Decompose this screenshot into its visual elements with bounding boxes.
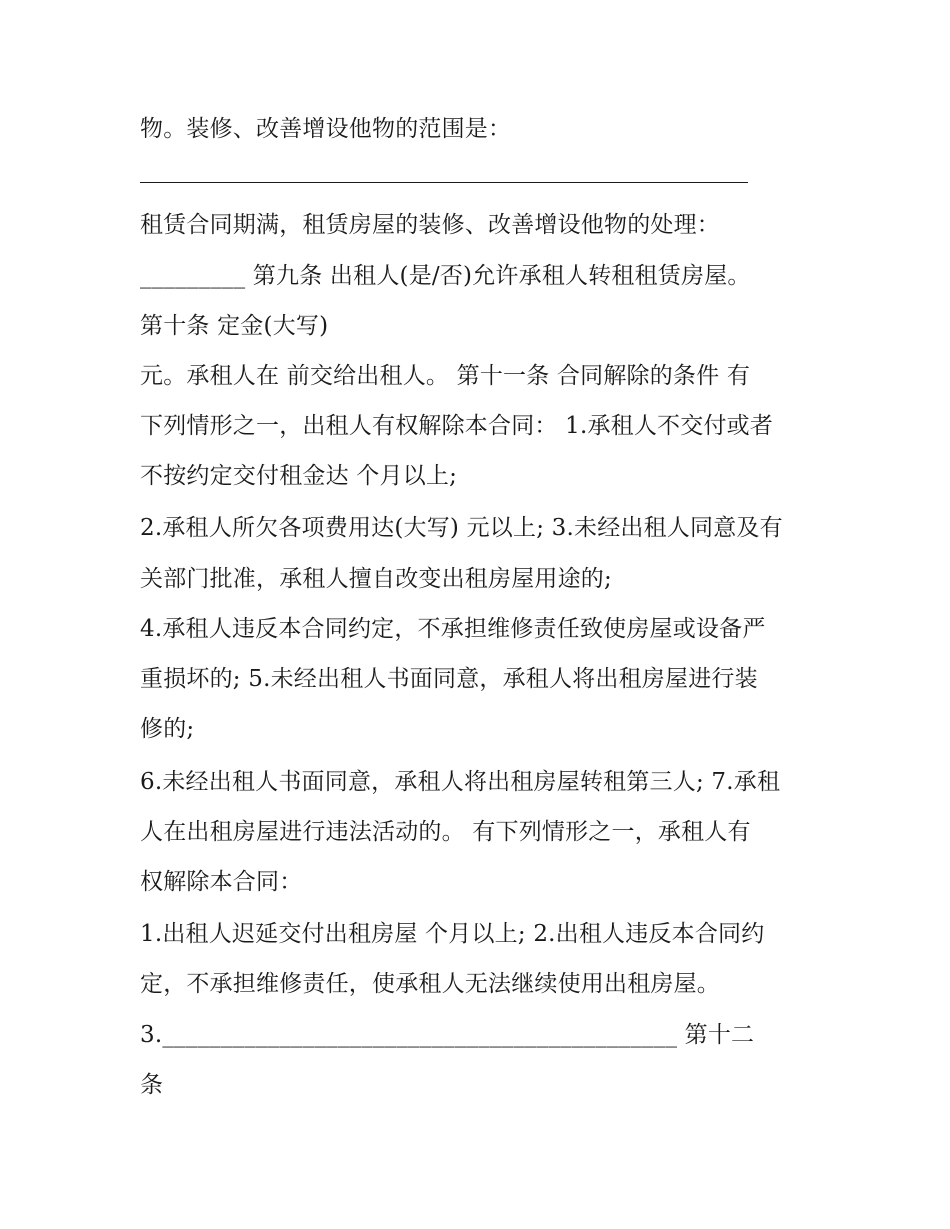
text-line-6: 下列情形之一，出租人有权解除本合同： 1.承租人不交付或者 [140, 413, 774, 439]
text-line-15: 权解除本合同： [140, 869, 303, 895]
text-line-1: 物。装修、改善增设他物的范围是： [140, 116, 512, 142]
text-line-17: 定，不承担维修责任，使承租人无法继续使用出租房屋。 [140, 971, 720, 997]
text-line-10: 4.承租人违反本合同约定，不承担维修责任致使房屋或设备严 [140, 616, 766, 642]
text-line-2: 租赁合同期满，租赁房屋的装修、改善增设他物的处理： [140, 212, 720, 238]
fill-in-blank-rule [140, 182, 748, 183]
text-line-4: 第十条 定金(大写) [140, 313, 329, 339]
text-line-9: 关部门批准，承租人擅自改变出租房屋用途的; [140, 566, 612, 592]
text-line-12: 修的; [140, 716, 195, 742]
text-line-3: _________ 第九条 出租人(是/否)允许承租人转租租赁房屋。 [140, 263, 751, 289]
text-line-8: 2.承租人所欠各项费用达(大写) 元以上; 3.未经出租人同意及有 [140, 515, 783, 541]
text-line-14: 人在出租房屋进行违法活动的。 有下列情形之一，承租人有 [140, 819, 751, 845]
text-line-19: 条 [140, 1072, 164, 1098]
text-line-16: 1.出租人迟延交付出租房屋 个月以上; 2.出租人违反本合同约 [140, 921, 765, 947]
text-line-13: 6.未经出租人书面同意，承租人将出租房屋转租第三人; 7.承租 [140, 769, 781, 795]
text-line-5: 元。承租人在 前交给出租人。 第十一条 合同解除的条件 有 [140, 363, 751, 389]
text-line-11: 重损坏的; 5.未经出租人书面同意，承租人将出租房屋进行装 [140, 666, 758, 692]
text-line-7: 不按约定交付租金达 个月以上; [140, 463, 458, 489]
text-line-18: 3.____________________________________________ 第十二 [140, 1022, 755, 1048]
